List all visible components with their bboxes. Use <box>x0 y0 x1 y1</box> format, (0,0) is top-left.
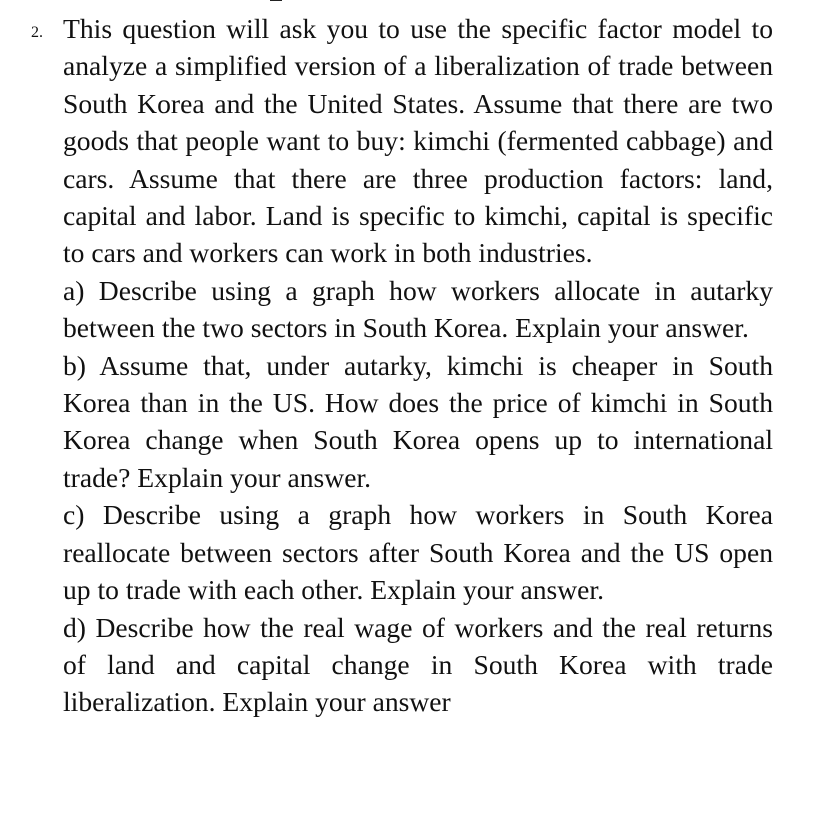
question-part-a: a) Describe using a graph how workers allocate in autarky between the two sectors in South Korea. Explain your answer. <box>63 274 773 344</box>
question-number: 2. <box>31 24 43 41</box>
cropped-text-fragment <box>270 0 282 1</box>
question-part-c: c) Describe using a graph how workers in South Korea reallocate between sectors after South Korea and the US open up to trade with each other. Explain your answer. <box>63 499 773 606</box>
question-intro: This question will ask you to use the specific factor model to analyze a simplified version of a liberalization of trade between South Korea and the United States. Assume that there are two goods that people want to buy: kimchi (fermented cabbage) and cars. Assume that there are three production factors: land, capital and labor. Land is specific to kimchi, capital is specific to cars and workers can work in both industries. <box>63 13 773 269</box>
question-part-b: b) Assume that, under autarky, kimchi is cheaper in South Korea than in the US. How does the price of kimchi in South Korea change when South Korea opens up to international trade? Explain your answer. <box>63 349 773 493</box>
question-body <box>63 10 773 721</box>
question-part-d: d) Describe how the real wage of workers and the real returns of land and capital change in South Korea with trade liberalization. Explain your answer <box>63 611 773 718</box>
